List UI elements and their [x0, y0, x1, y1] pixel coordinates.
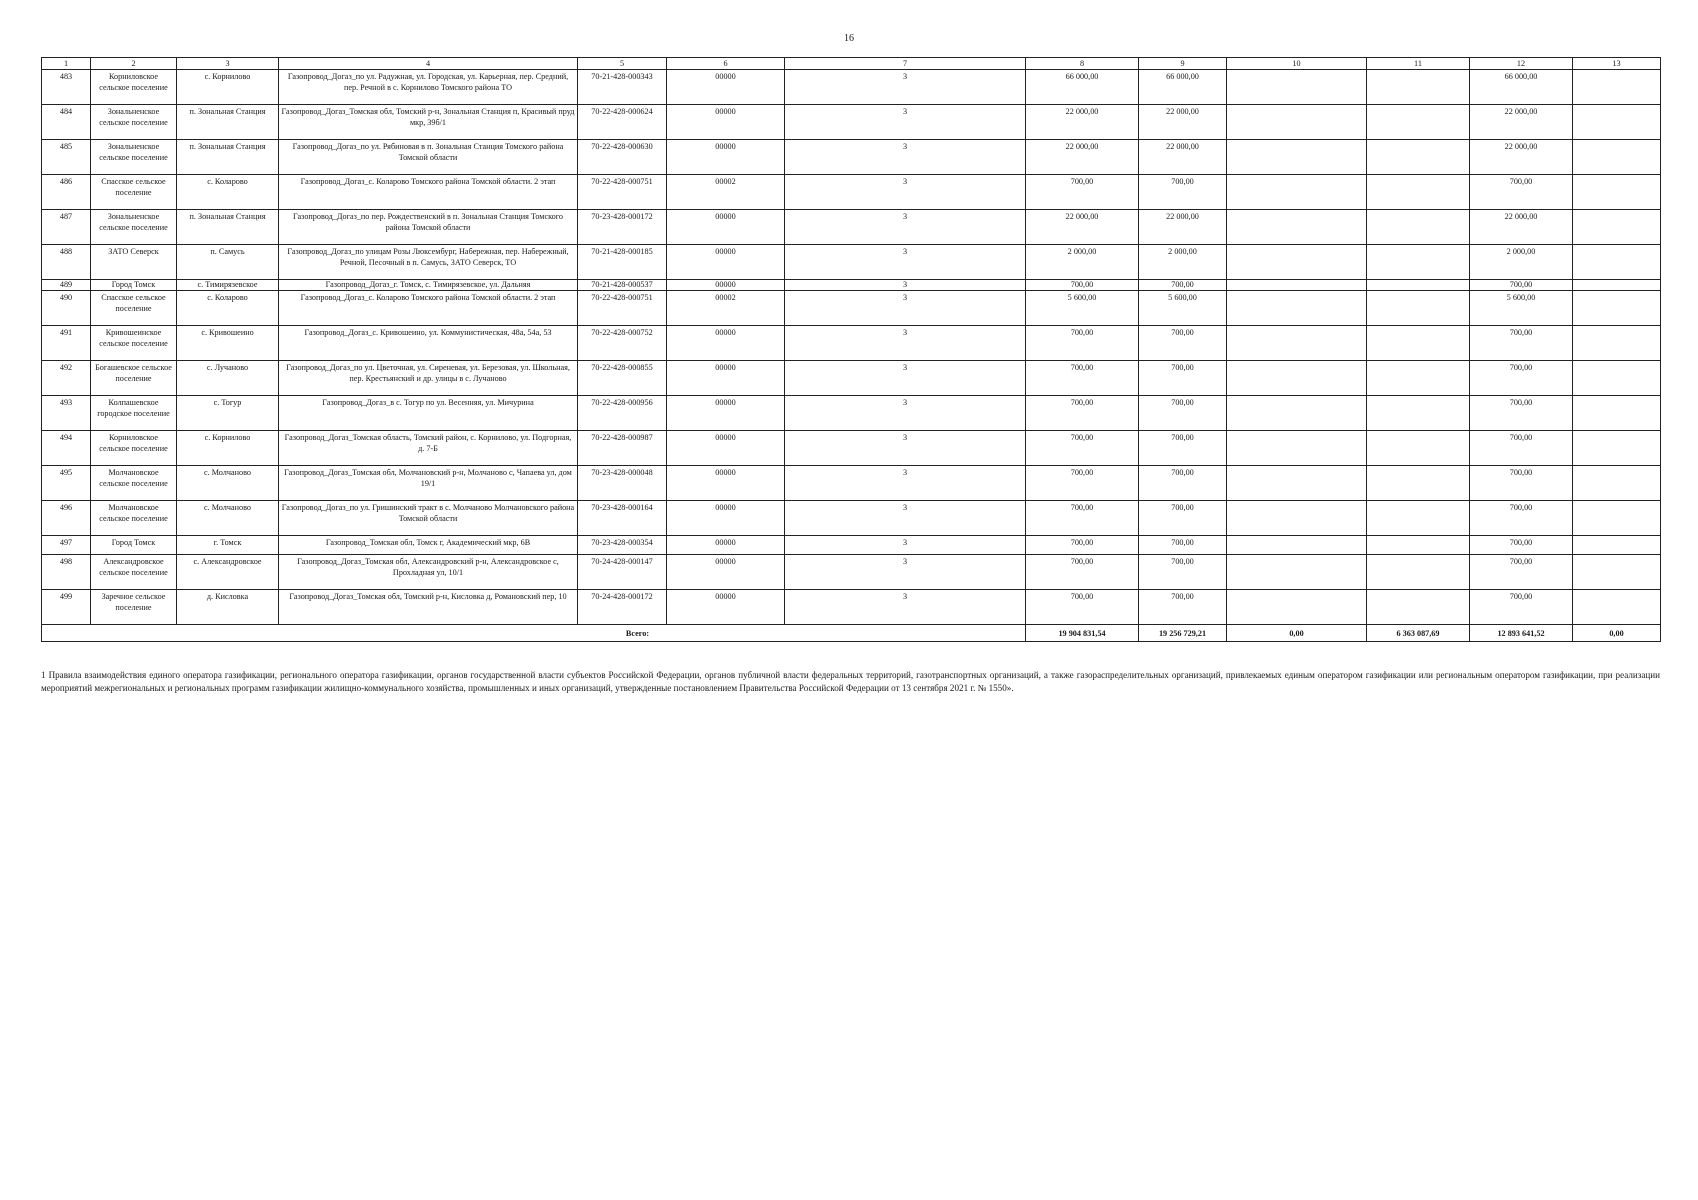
- code-cell: 70-22-428-000752: [578, 326, 667, 361]
- col-13-cell: [1573, 501, 1661, 536]
- column-header: 4: [279, 58, 578, 70]
- col-12-cell: 700,00: [1470, 280, 1573, 291]
- column-header: 2: [91, 58, 177, 70]
- column-header: 7: [785, 58, 1026, 70]
- col-8-cell: 700,00: [1026, 396, 1139, 431]
- col-7-cell: 3: [785, 396, 1026, 431]
- col-6-cell: 00000: [667, 210, 785, 245]
- col-11-cell: [1367, 536, 1470, 555]
- locality-cell: с. Тимирязевское: [177, 280, 279, 291]
- row-number: 488: [42, 245, 91, 280]
- col-10-cell: [1227, 361, 1367, 396]
- object-cell: Газопровод_Догаз_по ул. Радужная, ул. Городская, ул. Карьерная, пер. Средний, пер. Речной в с. Корнилово Томского района ТО: [279, 70, 578, 105]
- col-10-cell: [1227, 431, 1367, 466]
- col-10-cell: [1227, 590, 1367, 625]
- row-number: 494: [42, 431, 91, 466]
- column-header: 6: [667, 58, 785, 70]
- row-number: 499: [42, 590, 91, 625]
- col-12-cell: 700,00: [1470, 175, 1573, 210]
- col-13-cell: [1573, 70, 1661, 105]
- table-row: [42, 555, 1661, 590]
- row-number: 485: [42, 140, 91, 175]
- table-row: [42, 105, 1661, 140]
- col-6-cell: 00000: [667, 280, 785, 291]
- col-9-cell: 22 000,00: [1139, 210, 1227, 245]
- col-11-cell: [1367, 70, 1470, 105]
- table-row: [42, 466, 1661, 501]
- col-9-cell: 5 600,00: [1139, 291, 1227, 326]
- col-12-cell: 700,00: [1470, 590, 1573, 625]
- row-number: 483: [42, 70, 91, 105]
- col-11-cell: [1367, 280, 1470, 291]
- col-13-cell: [1573, 431, 1661, 466]
- col-6-cell: 00000: [667, 361, 785, 396]
- row-number: 498: [42, 555, 91, 590]
- settlement-cell: Заречное сельское поселение: [91, 590, 177, 625]
- col-10-cell: [1227, 140, 1367, 175]
- locality-cell: с. Кривошеино: [177, 326, 279, 361]
- col-13-cell: [1573, 291, 1661, 326]
- column-header: 9: [1139, 58, 1227, 70]
- code-cell: 70-22-428-000987: [578, 431, 667, 466]
- settlement-cell: Город Томск: [91, 280, 177, 291]
- row-number: 486: [42, 175, 91, 210]
- col-6-cell: 00000: [667, 466, 785, 501]
- table-row: [42, 245, 1661, 280]
- col-11-cell: [1367, 140, 1470, 175]
- column-header: 10: [1227, 58, 1367, 70]
- total-col-13: 0,00: [1573, 625, 1661, 642]
- total-row: [42, 625, 1661, 642]
- gasification-table: [41, 57, 1661, 642]
- table-row: [42, 70, 1661, 105]
- col-12-cell: 5 600,00: [1470, 291, 1573, 326]
- col-6-cell: 00000: [667, 326, 785, 361]
- col-11-cell: [1367, 396, 1470, 431]
- col-7-cell: 3: [785, 501, 1026, 536]
- total-col-11: 6 363 087,69: [1367, 625, 1470, 642]
- settlement-cell: Зональненское сельское поселение: [91, 210, 177, 245]
- col-11-cell: [1367, 245, 1470, 280]
- col-13-cell: [1573, 466, 1661, 501]
- col-8-cell: 700,00: [1026, 590, 1139, 625]
- col-7-cell: 3: [785, 555, 1026, 590]
- total-col-12: 12 893 641,52: [1470, 625, 1573, 642]
- locality-cell: п. Самусь: [177, 245, 279, 280]
- object-cell: Газопровод_Догаз_г. Томск, с. Тимирязевское, ул. Дальняя: [279, 280, 578, 291]
- col-10-cell: [1227, 245, 1367, 280]
- col-6-cell: 00000: [667, 555, 785, 590]
- col-12-cell: 2 000,00: [1470, 245, 1573, 280]
- col-9-cell: 700,00: [1139, 466, 1227, 501]
- locality-cell: с. Коларово: [177, 291, 279, 326]
- object-cell: Газопровод_Догаз_Томская обл, Молчановский р-н, Молчаново с, Чапаева ул, дом 19/1: [279, 466, 578, 501]
- total-label: Всего:: [42, 625, 1026, 642]
- settlement-cell: Корниловское сельское поселение: [91, 70, 177, 105]
- object-cell: Газопровод_Догаз_по ул. Рябиновая в п. Зональная Станция Томского района Томской области: [279, 140, 578, 175]
- locality-cell: с. Лучаново: [177, 361, 279, 396]
- col-6-cell: 00000: [667, 536, 785, 555]
- col-13-cell: [1573, 140, 1661, 175]
- col-12-cell: 66 000,00: [1470, 70, 1573, 105]
- settlement-cell: Кривошеинское сельское поселение: [91, 326, 177, 361]
- col-9-cell: 700,00: [1139, 175, 1227, 210]
- col-10-cell: [1227, 396, 1367, 431]
- col-13-cell: [1573, 361, 1661, 396]
- column-header: 1: [42, 58, 91, 70]
- col-11-cell: [1367, 210, 1470, 245]
- row-number: 484: [42, 105, 91, 140]
- locality-cell: с. Молчаново: [177, 466, 279, 501]
- col-9-cell: 700,00: [1139, 361, 1227, 396]
- locality-cell: п. Зональная Станция: [177, 105, 279, 140]
- code-cell: 70-21-428-000343: [578, 70, 667, 105]
- col-7-cell: 3: [785, 536, 1026, 555]
- col-8-cell: 700,00: [1026, 555, 1139, 590]
- column-header: 12: [1470, 58, 1573, 70]
- col-7-cell: 3: [785, 466, 1026, 501]
- col-8-cell: 700,00: [1026, 466, 1139, 501]
- col-11-cell: [1367, 326, 1470, 361]
- col-12-cell: 22 000,00: [1470, 140, 1573, 175]
- col-7-cell: 3: [785, 326, 1026, 361]
- col-6-cell: 00000: [667, 140, 785, 175]
- column-number-header: [42, 58, 1661, 70]
- object-cell: Газопровод_Догаз_в с. Тогур по ул. Весенняя, ул. Мичурина: [279, 396, 578, 431]
- settlement-cell: Зональненское сельское поселение: [91, 140, 177, 175]
- col-6-cell: 00000: [667, 501, 785, 536]
- col-7-cell: 3: [785, 210, 1026, 245]
- total-col-8: 19 904 831,54: [1026, 625, 1139, 642]
- table-body: [42, 70, 1661, 625]
- object-cell: Газопровод_Догаз_Томская обл, Александровский р-н, Александровское с, Прохладная ул, 10/1: [279, 555, 578, 590]
- col-6-cell: 00000: [667, 105, 785, 140]
- col-10-cell: [1227, 70, 1367, 105]
- table-row: [42, 140, 1661, 175]
- col-7-cell: 3: [785, 140, 1026, 175]
- object-cell: Газопровод_Догаз_по пер. Рождественский в п. Зональная Станция Томского района Томской области: [279, 210, 578, 245]
- col-12-cell: 700,00: [1470, 555, 1573, 590]
- locality-cell: д. Кисловка: [177, 590, 279, 625]
- col-10-cell: [1227, 555, 1367, 590]
- col-11-cell: [1367, 466, 1470, 501]
- code-cell: 70-22-428-000751: [578, 175, 667, 210]
- code-cell: 70-22-428-000751: [578, 291, 667, 326]
- locality-cell: с. Коларово: [177, 175, 279, 210]
- col-12-cell: 700,00: [1470, 326, 1573, 361]
- col-11-cell: [1367, 175, 1470, 210]
- col-12-cell: 22 000,00: [1470, 210, 1573, 245]
- code-cell: 70-24-428-000172: [578, 590, 667, 625]
- col-8-cell: 66 000,00: [1026, 70, 1139, 105]
- table-row: [42, 590, 1661, 625]
- col-8-cell: 700,00: [1026, 501, 1139, 536]
- col-11-cell: [1367, 431, 1470, 466]
- object-cell: Газопровод_Догаз_Томская обл, Томский р-н, Кисловка д, Романовский пер, 10: [279, 590, 578, 625]
- row-number: 497: [42, 536, 91, 555]
- col-7-cell: 3: [785, 105, 1026, 140]
- col-13-cell: [1573, 210, 1661, 245]
- col-9-cell: 700,00: [1139, 280, 1227, 291]
- settlement-cell: Спасское сельское поселение: [91, 175, 177, 210]
- locality-cell: с. Корнилово: [177, 70, 279, 105]
- object-cell: Газопровод_Томская обл, Томск г, Академический мкр, 6В: [279, 536, 578, 555]
- locality-cell: с. Молчаново: [177, 501, 279, 536]
- col-7-cell: 3: [785, 175, 1026, 210]
- col-8-cell: 22 000,00: [1026, 140, 1139, 175]
- object-cell: Газопровод_Догаз_с. Коларово Томского района Томской области. 2 этап: [279, 291, 578, 326]
- settlement-cell: Молчановское сельское поселение: [91, 501, 177, 536]
- row-number: 491: [42, 326, 91, 361]
- row-number: 487: [42, 210, 91, 245]
- table-row: [42, 175, 1661, 210]
- settlement-cell: Богашевское сельское поселение: [91, 361, 177, 396]
- col-9-cell: 66 000,00: [1139, 70, 1227, 105]
- code-cell: 70-23-428-000164: [578, 501, 667, 536]
- table-row: [42, 396, 1661, 431]
- code-cell: 70-22-428-000956: [578, 396, 667, 431]
- col-13-cell: [1573, 536, 1661, 555]
- total-col-10: 0,00: [1227, 625, 1367, 642]
- col-11-cell: [1367, 555, 1470, 590]
- footnote: 1 Правила взаимодействия единого оператора газификации, регионального оператора газификации, органов государственной власти субъектов Российской Федерации, органов публичной власти федеральных территорий, газотранспортных организаций, а также газораспределительных организаций, привлекаемых единым оператором газификации или региональным оператором газификации, при реализации мероприятий межрегиональных и региональных программ газификации жилищно-коммунального хозяйства, промышленных и иных организаций, утвержденные постановлением Правительства Российской Федерации от 13 сентября 2021 г. № 1550».: [41, 670, 1660, 693]
- col-9-cell: 700,00: [1139, 536, 1227, 555]
- row-number: 495: [42, 466, 91, 501]
- col-9-cell: 22 000,00: [1139, 105, 1227, 140]
- col-10-cell: [1227, 105, 1367, 140]
- locality-cell: с. Тогур: [177, 396, 279, 431]
- row-number: 493: [42, 396, 91, 431]
- col-12-cell: 700,00: [1470, 466, 1573, 501]
- col-11-cell: [1367, 291, 1470, 326]
- col-10-cell: [1227, 536, 1367, 555]
- col-6-cell: 00000: [667, 396, 785, 431]
- row-number: 490: [42, 291, 91, 326]
- object-cell: Газопровод_Догаз_по ул. Цветочная, ул. Сиреневая, ул. Березовая, ул. Школьная, пер. Крестьянский и др. улицы в с. Лучаново: [279, 361, 578, 396]
- total-col-9: 19 256 729,21: [1139, 625, 1227, 642]
- col-8-cell: 22 000,00: [1026, 105, 1139, 140]
- table-row: [42, 291, 1661, 326]
- table-row: [42, 280, 1661, 291]
- col-8-cell: 22 000,00: [1026, 210, 1139, 245]
- col-9-cell: 700,00: [1139, 501, 1227, 536]
- col-10-cell: [1227, 291, 1367, 326]
- locality-cell: г. Томск: [177, 536, 279, 555]
- col-12-cell: 700,00: [1470, 536, 1573, 555]
- col-12-cell: 700,00: [1470, 501, 1573, 536]
- col-6-cell: 00000: [667, 431, 785, 466]
- col-6-cell: 00002: [667, 175, 785, 210]
- table-row: [42, 210, 1661, 245]
- col-12-cell: 700,00: [1470, 431, 1573, 466]
- col-6-cell: 00000: [667, 590, 785, 625]
- object-cell: Газопровод_Догаз_с. Коларово Томского района Томской области. 2 этап: [279, 175, 578, 210]
- column-header: 8: [1026, 58, 1139, 70]
- settlement-cell: ЗАТО Северск: [91, 245, 177, 280]
- col-9-cell: 700,00: [1139, 590, 1227, 625]
- code-cell: 70-21-428-000185: [578, 245, 667, 280]
- col-8-cell: 700,00: [1026, 326, 1139, 361]
- col-8-cell: 2 000,00: [1026, 245, 1139, 280]
- code-cell: 70-22-428-000630: [578, 140, 667, 175]
- table-row: [42, 431, 1661, 466]
- table-row: [42, 536, 1661, 555]
- col-10-cell: [1227, 466, 1367, 501]
- col-7-cell: 3: [785, 590, 1026, 625]
- col-13-cell: [1573, 555, 1661, 590]
- col-7-cell: 3: [785, 280, 1026, 291]
- col-9-cell: 2 000,00: [1139, 245, 1227, 280]
- col-8-cell: 700,00: [1026, 280, 1139, 291]
- locality-cell: п. Зональная Станция: [177, 210, 279, 245]
- table-row: [42, 361, 1661, 396]
- object-cell: Газопровод_Догаз_Томская обл, Томский р-н, Зональная Станция п, Красивый пруд мкр, 39б/1: [279, 105, 578, 140]
- col-7-cell: 3: [785, 361, 1026, 396]
- col-11-cell: [1367, 105, 1470, 140]
- code-cell: 70-24-428-000147: [578, 555, 667, 590]
- code-cell: 70-23-428-000048: [578, 466, 667, 501]
- row-number: 492: [42, 361, 91, 396]
- col-9-cell: 700,00: [1139, 326, 1227, 361]
- settlement-cell: Корниловское сельское поселение: [91, 431, 177, 466]
- settlement-cell: Зональненское сельское поселение: [91, 105, 177, 140]
- col-11-cell: [1367, 590, 1470, 625]
- object-cell: Газопровод_Догаз_Томская область, Томский район, с. Корнилово, ул. Подгорная, д. 7-Б: [279, 431, 578, 466]
- col-13-cell: [1573, 280, 1661, 291]
- page-number: 16: [844, 33, 854, 44]
- settlement-cell: Город Томск: [91, 536, 177, 555]
- column-header: 13: [1573, 58, 1661, 70]
- col-9-cell: 700,00: [1139, 555, 1227, 590]
- settlement-cell: Спасское сельское поселение: [91, 291, 177, 326]
- code-cell: 70-23-428-000354: [578, 536, 667, 555]
- code-cell: 70-23-428-000172: [578, 210, 667, 245]
- col-13-cell: [1573, 396, 1661, 431]
- col-6-cell: 00000: [667, 245, 785, 280]
- col-11-cell: [1367, 501, 1470, 536]
- settlement-cell: Молчановское сельское поселение: [91, 466, 177, 501]
- column-header: 11: [1367, 58, 1470, 70]
- col-7-cell: 3: [785, 291, 1026, 326]
- col-12-cell: 700,00: [1470, 361, 1573, 396]
- col-8-cell: 700,00: [1026, 361, 1139, 396]
- column-header: 5: [578, 58, 667, 70]
- col-8-cell: 700,00: [1026, 175, 1139, 210]
- col-8-cell: 700,00: [1026, 536, 1139, 555]
- col-11-cell: [1367, 361, 1470, 396]
- code-cell: 70-22-428-000624: [578, 105, 667, 140]
- col-12-cell: 22 000,00: [1470, 105, 1573, 140]
- row-number: 496: [42, 501, 91, 536]
- col-13-cell: [1573, 105, 1661, 140]
- locality-cell: с. Александровское: [177, 555, 279, 590]
- object-cell: Газопровод_Догаз_с. Кривошеино, ул. Коммунистическая, 48а, 54а, 53: [279, 326, 578, 361]
- col-13-cell: [1573, 245, 1661, 280]
- row-number: 489: [42, 280, 91, 291]
- col-7-cell: 3: [785, 245, 1026, 280]
- col-7-cell: 3: [785, 70, 1026, 105]
- code-cell: 70-22-428-000855: [578, 361, 667, 396]
- col-9-cell: 700,00: [1139, 431, 1227, 466]
- col-13-cell: [1573, 326, 1661, 361]
- col-13-cell: [1573, 590, 1661, 625]
- settlement-cell: Александровское сельское поселение: [91, 555, 177, 590]
- col-13-cell: [1573, 175, 1661, 210]
- col-10-cell: [1227, 280, 1367, 291]
- code-cell: 70-21-428-000537: [578, 280, 667, 291]
- locality-cell: п. Зональная Станция: [177, 140, 279, 175]
- col-10-cell: [1227, 501, 1367, 536]
- col-8-cell: 5 600,00: [1026, 291, 1139, 326]
- col-6-cell: 00000: [667, 70, 785, 105]
- col-6-cell: 00002: [667, 291, 785, 326]
- col-10-cell: [1227, 326, 1367, 361]
- col-9-cell: 22 000,00: [1139, 140, 1227, 175]
- object-cell: Газопровод_Догаз_по ул. Гришинский тракт в с. Молчаново Молчановского района Томской области: [279, 501, 578, 536]
- col-12-cell: 700,00: [1470, 396, 1573, 431]
- locality-cell: с. Корнилово: [177, 431, 279, 466]
- col-9-cell: 700,00: [1139, 396, 1227, 431]
- column-header: 3: [177, 58, 279, 70]
- table-row: [42, 501, 1661, 536]
- settlement-cell: Колпашевское городское поселение: [91, 396, 177, 431]
- col-8-cell: 700,00: [1026, 431, 1139, 466]
- object-cell: Газопровод_Догаз_по улицам Розы Люксембург, Набережная, пер. Набережный, Речной, Песочный в п. Самусь, ЗАТО Северск, ТО: [279, 245, 578, 280]
- col-7-cell: 3: [785, 431, 1026, 466]
- col-10-cell: [1227, 175, 1367, 210]
- table-row: [42, 326, 1661, 361]
- col-10-cell: [1227, 210, 1367, 245]
